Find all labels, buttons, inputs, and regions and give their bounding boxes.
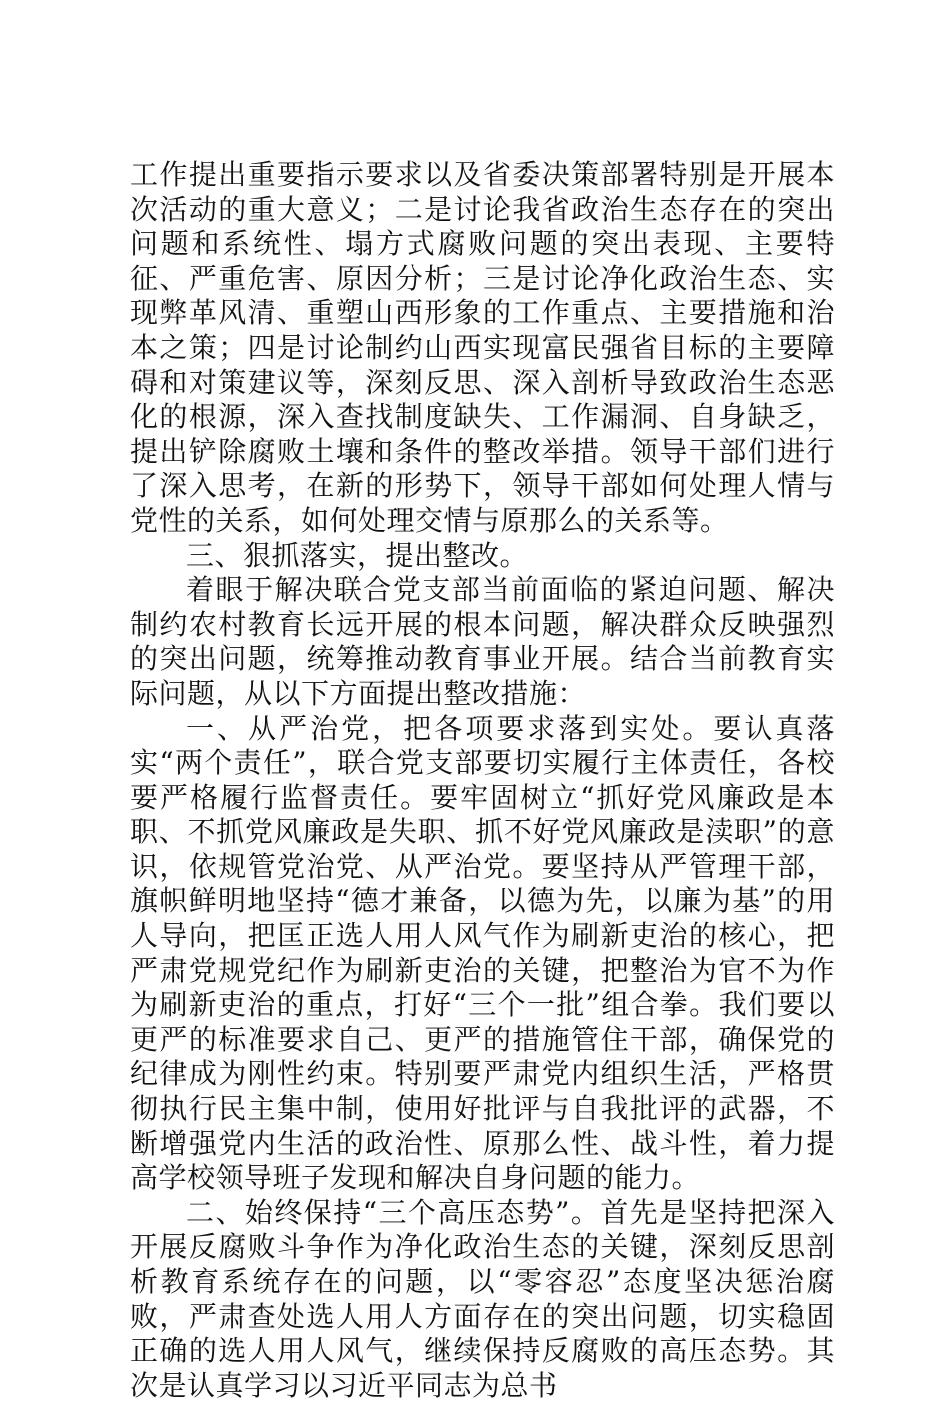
paragraph-rectification-intro: 着眼于解决联合党支部当前面临的紧迫问题、解决制约农村教育长远开展的根本问题，解决群众反映强烈的突出问题，统筹推动教育事业开展。结合当前教育实际问题，从以下方面提出整改措施： xyxy=(130,573,835,710)
paragraph-continuation: 工作提出重要指示要求以及省委决策部署特别是开展本次活动的重大意义；二是讨论我省政治生态存在的突出问题和系统性、塌方式腐败问题的突出表现、主要特征、严重危害、原因分析；三是讨论净化政治生态、实现弊革风清、重塑山西形象的工作重点、主要措施和治本之策；四是讨论制约山西实现富民强省目标的主要障碍和对策建议等，深刻反思、深入剖析导致政治生态恶化的根源，深入查找制度缺失、工作漏洞、自身缺乏，提出铲除腐败土壤和条件的整改举措。领导干部们进行了深入思考，在新的形势下，领导干部如何处理人情与党性的关系，如何处理交情与原那么的关系等。 xyxy=(130,158,835,537)
section-heading-three: 三、狠抓落实，提出整改。 xyxy=(186,538,529,572)
paragraph-measure-two: 二、始终保持“三个高压态势”。首先是坚持把深入开展反腐败斗争作为净化政治生态的关键，深刻反思剖析教育系统存在的问题，以“零容忍”态度坚决惩治腐败，严肃查处选人用人方面存在的突出问题，切实稳固正确的选人用人风气，继续保持反腐败的高压态势。其次是认真学习以习近平同志为总书 xyxy=(130,1195,835,1402)
paragraph-measure-one: 一、从严治党，把各项要求落到实处。要认真落实“两个责任”，联合党支部要切实履行主体责任，各校要严格履行监督责任。要牢固树立“抓好党风廉政是本职、不抓党风廉政是失职、抓不好党风廉政是渎职”的意识，依规管党治党、从严治党。要坚持从严管理干部，旗帜鲜明地坚持“德才兼备，以德为先，以廉为基”的用人导向，把匡正选人用人风气作为刷新吏治的核心，把严肃党规党纪作为刷新吏治的关键，把整治为官不为作为刷新吏治的重点，打好“三个一批”组合拳。我们要以更严的标准要求自己、更严的措施管住干部，确保党的纪律成为刚性约束。特别要严肃党内组织生活，严格贯彻执行民主集中制，使用好批评与自我批评的武器，不断增强党内生活的政治性、原那么性、战斗性，着力提高学校领导班子发现和解决自身问题的能力。 xyxy=(130,711,835,1195)
document-body xyxy=(130,158,835,1403)
